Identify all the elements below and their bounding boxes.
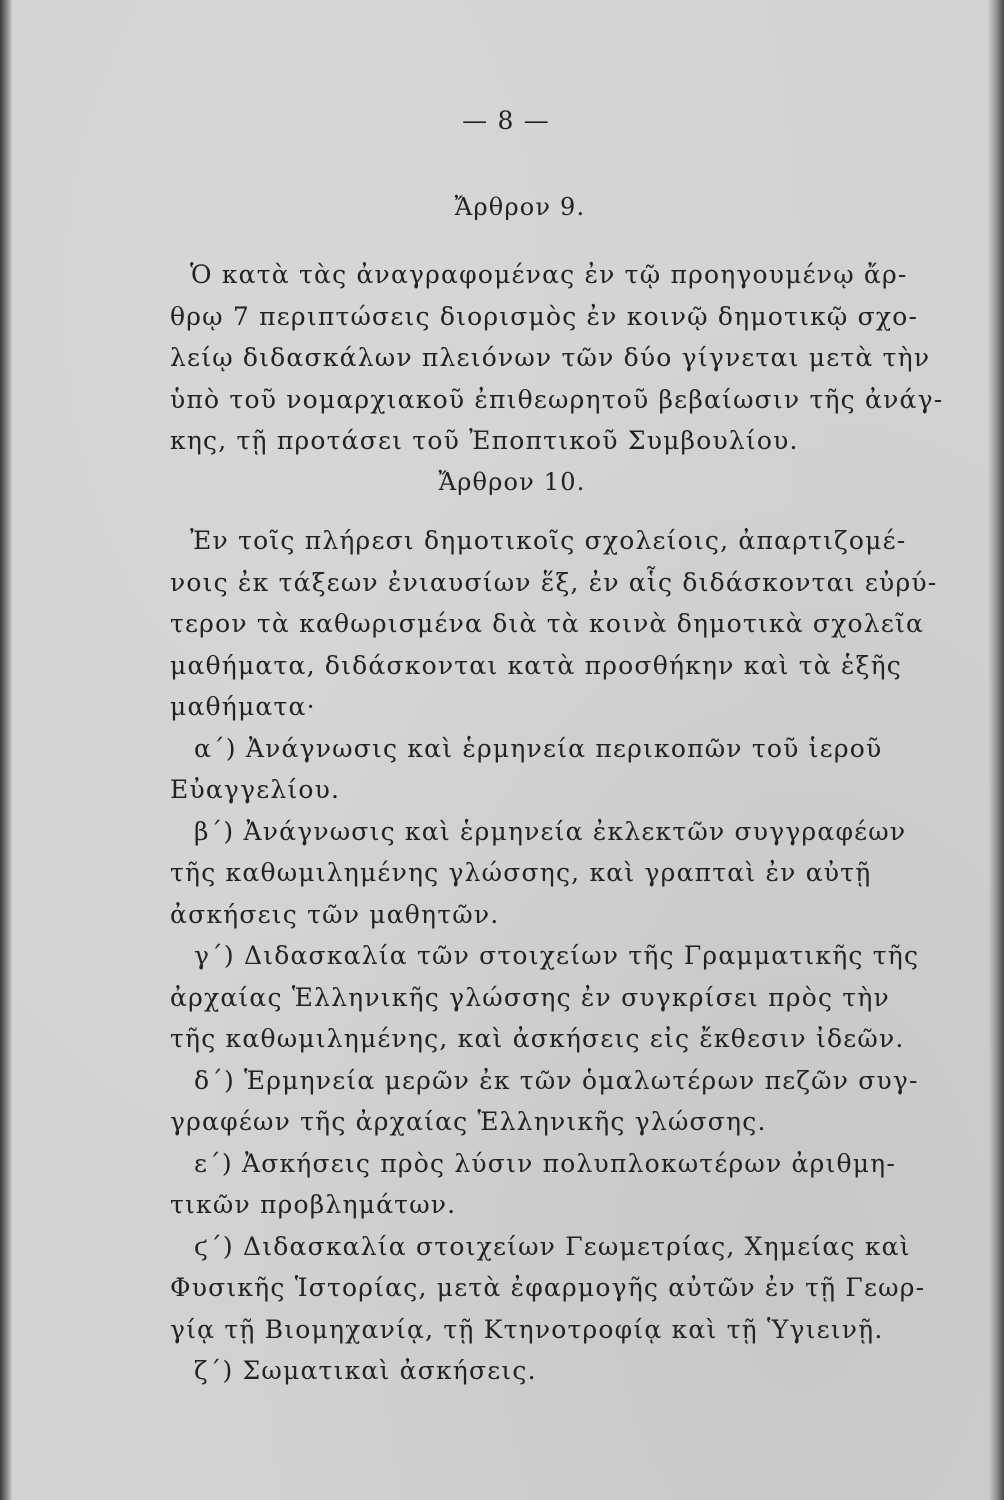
article-10-paragraph <box>170 520 938 1392</box>
text-line: ἀρχαίας Ἑλληνικῆς γλώσσης ἐν συγκρίσει πρὸς τὴν <box>170 982 890 1012</box>
text-line: λείῳ διδασκάλων πλειόνων τῶν δύο γίγνεται μετὰ τὴν <box>170 343 931 372</box>
page-edge-shadow-right <box>988 0 1004 1500</box>
list-item-delta: δ΄) Ἑρμηνεία μερῶν ἐκ τῶν ὁμαλωτέρων πεζῶν συγ- <box>194 1065 919 1095</box>
list-item-stigma: ϛ΄) Διδασκαλία στοιχείων Γεωμετρίας, Χημείας καὶ <box>194 1231 911 1261</box>
text-line: Ἐν τοῖς πλήρεσι δημοτικοῖς σχολείοις, ἀπαρτιζομέ- <box>190 526 907 555</box>
text-line: γίᾳ τῇ Βιομηχανίᾳ, τῇ Κτηνοτροφίᾳ καὶ τῇ Ὑγιεινῇ. <box>170 1314 884 1344</box>
text-line: τῆς καθωμιλημένης, καὶ ἀσκήσεις εἰς ἔκθεσιν ἰδεῶν. <box>170 1024 905 1053</box>
text-line: κης, τῇ προτάσει τοῦ Ἐποπτικοῦ Συμβουλίου. <box>170 426 799 455</box>
list-item-epsilon: ε΄) Ἀσκήσεις πρὸς λύσιν πολυπλοκωτέρων ἀριθμη- <box>194 1148 897 1178</box>
text-line: τῆς καθωμιλημένης γλώσσης, καὶ γραπταὶ ἐν αὐτῇ <box>170 858 872 887</box>
list-item-gamma: γ΄) Διδασκαλία τῶν στοιχείων τῆς Γραμματικῆς τῆς <box>194 941 920 970</box>
article-10-heading: Ἄρθρον 10. <box>438 468 586 496</box>
text-line: τερον τὰ καθωρισμένα διὰ τὰ κοινὰ δημοτικὰ σχολεῖα <box>170 609 925 638</box>
text-line: νοις ἐκ τάξεων ἐνιαυσίων ἕξ, ἐν αἷς διδάσκονται εὐρύ- <box>170 567 938 597</box>
text-line: Φυσικῆς Ἱστορίας, μετὰ ἐφαρμογῆς αὐτῶν ἐν τῇ Γεωρ- <box>170 1273 926 1302</box>
text-line: Ὁ κατὰ τὰς ἀναγραφομένας ἐν τῷ προηγουμένῳ ἄρ- <box>190 260 908 289</box>
text-line: ὑπὸ τοῦ νομαρχιακοῦ ἐπιθεωρητοῦ βεβαίωσιν τῆς ἀνάγ- <box>170 384 944 414</box>
text-line: Εὐαγγελίου. <box>170 775 341 804</box>
text-line: μαθήματα, διδάσκονται κατὰ προσθήκην καὶ τὰ ἑξῆς <box>170 650 902 680</box>
text-line: γραφέων τῆς ἀρχαίας Ἑλληνικῆς γλώσσης. <box>170 1107 767 1136</box>
list-item-beta: β΄) Ἀνάγνωσις καὶ ἑρμηνεία ἐκλεκτῶν συγγραφέων <box>194 816 907 846</box>
list-item-zeta: ζ΄) Σωματικαὶ ἀσκήσεις. <box>194 1356 537 1385</box>
text-line: ἀσκήσεις τῶν μαθητῶν. <box>170 899 500 929</box>
text-line: θρῳ 7 περιπτώσεις διορισμὸς ἐν κοινῷ δημοτικῷ σχο- <box>170 301 919 331</box>
article-9-paragraph <box>170 254 944 462</box>
page-edge-shadow-left <box>0 0 12 1500</box>
article-9-heading: Ἄρθρον 9. <box>454 193 586 221</box>
text-line: τικῶν προβλημάτων. <box>170 1190 457 1219</box>
page-number: — 8 — <box>462 106 550 135</box>
list-item-alpha: α΄) Ἀνάγνωσις καὶ ἑρμηνεία περικοπῶν τοῦ ἱεροῦ <box>194 733 883 763</box>
text-line: μαθήματα· <box>170 692 316 721</box>
